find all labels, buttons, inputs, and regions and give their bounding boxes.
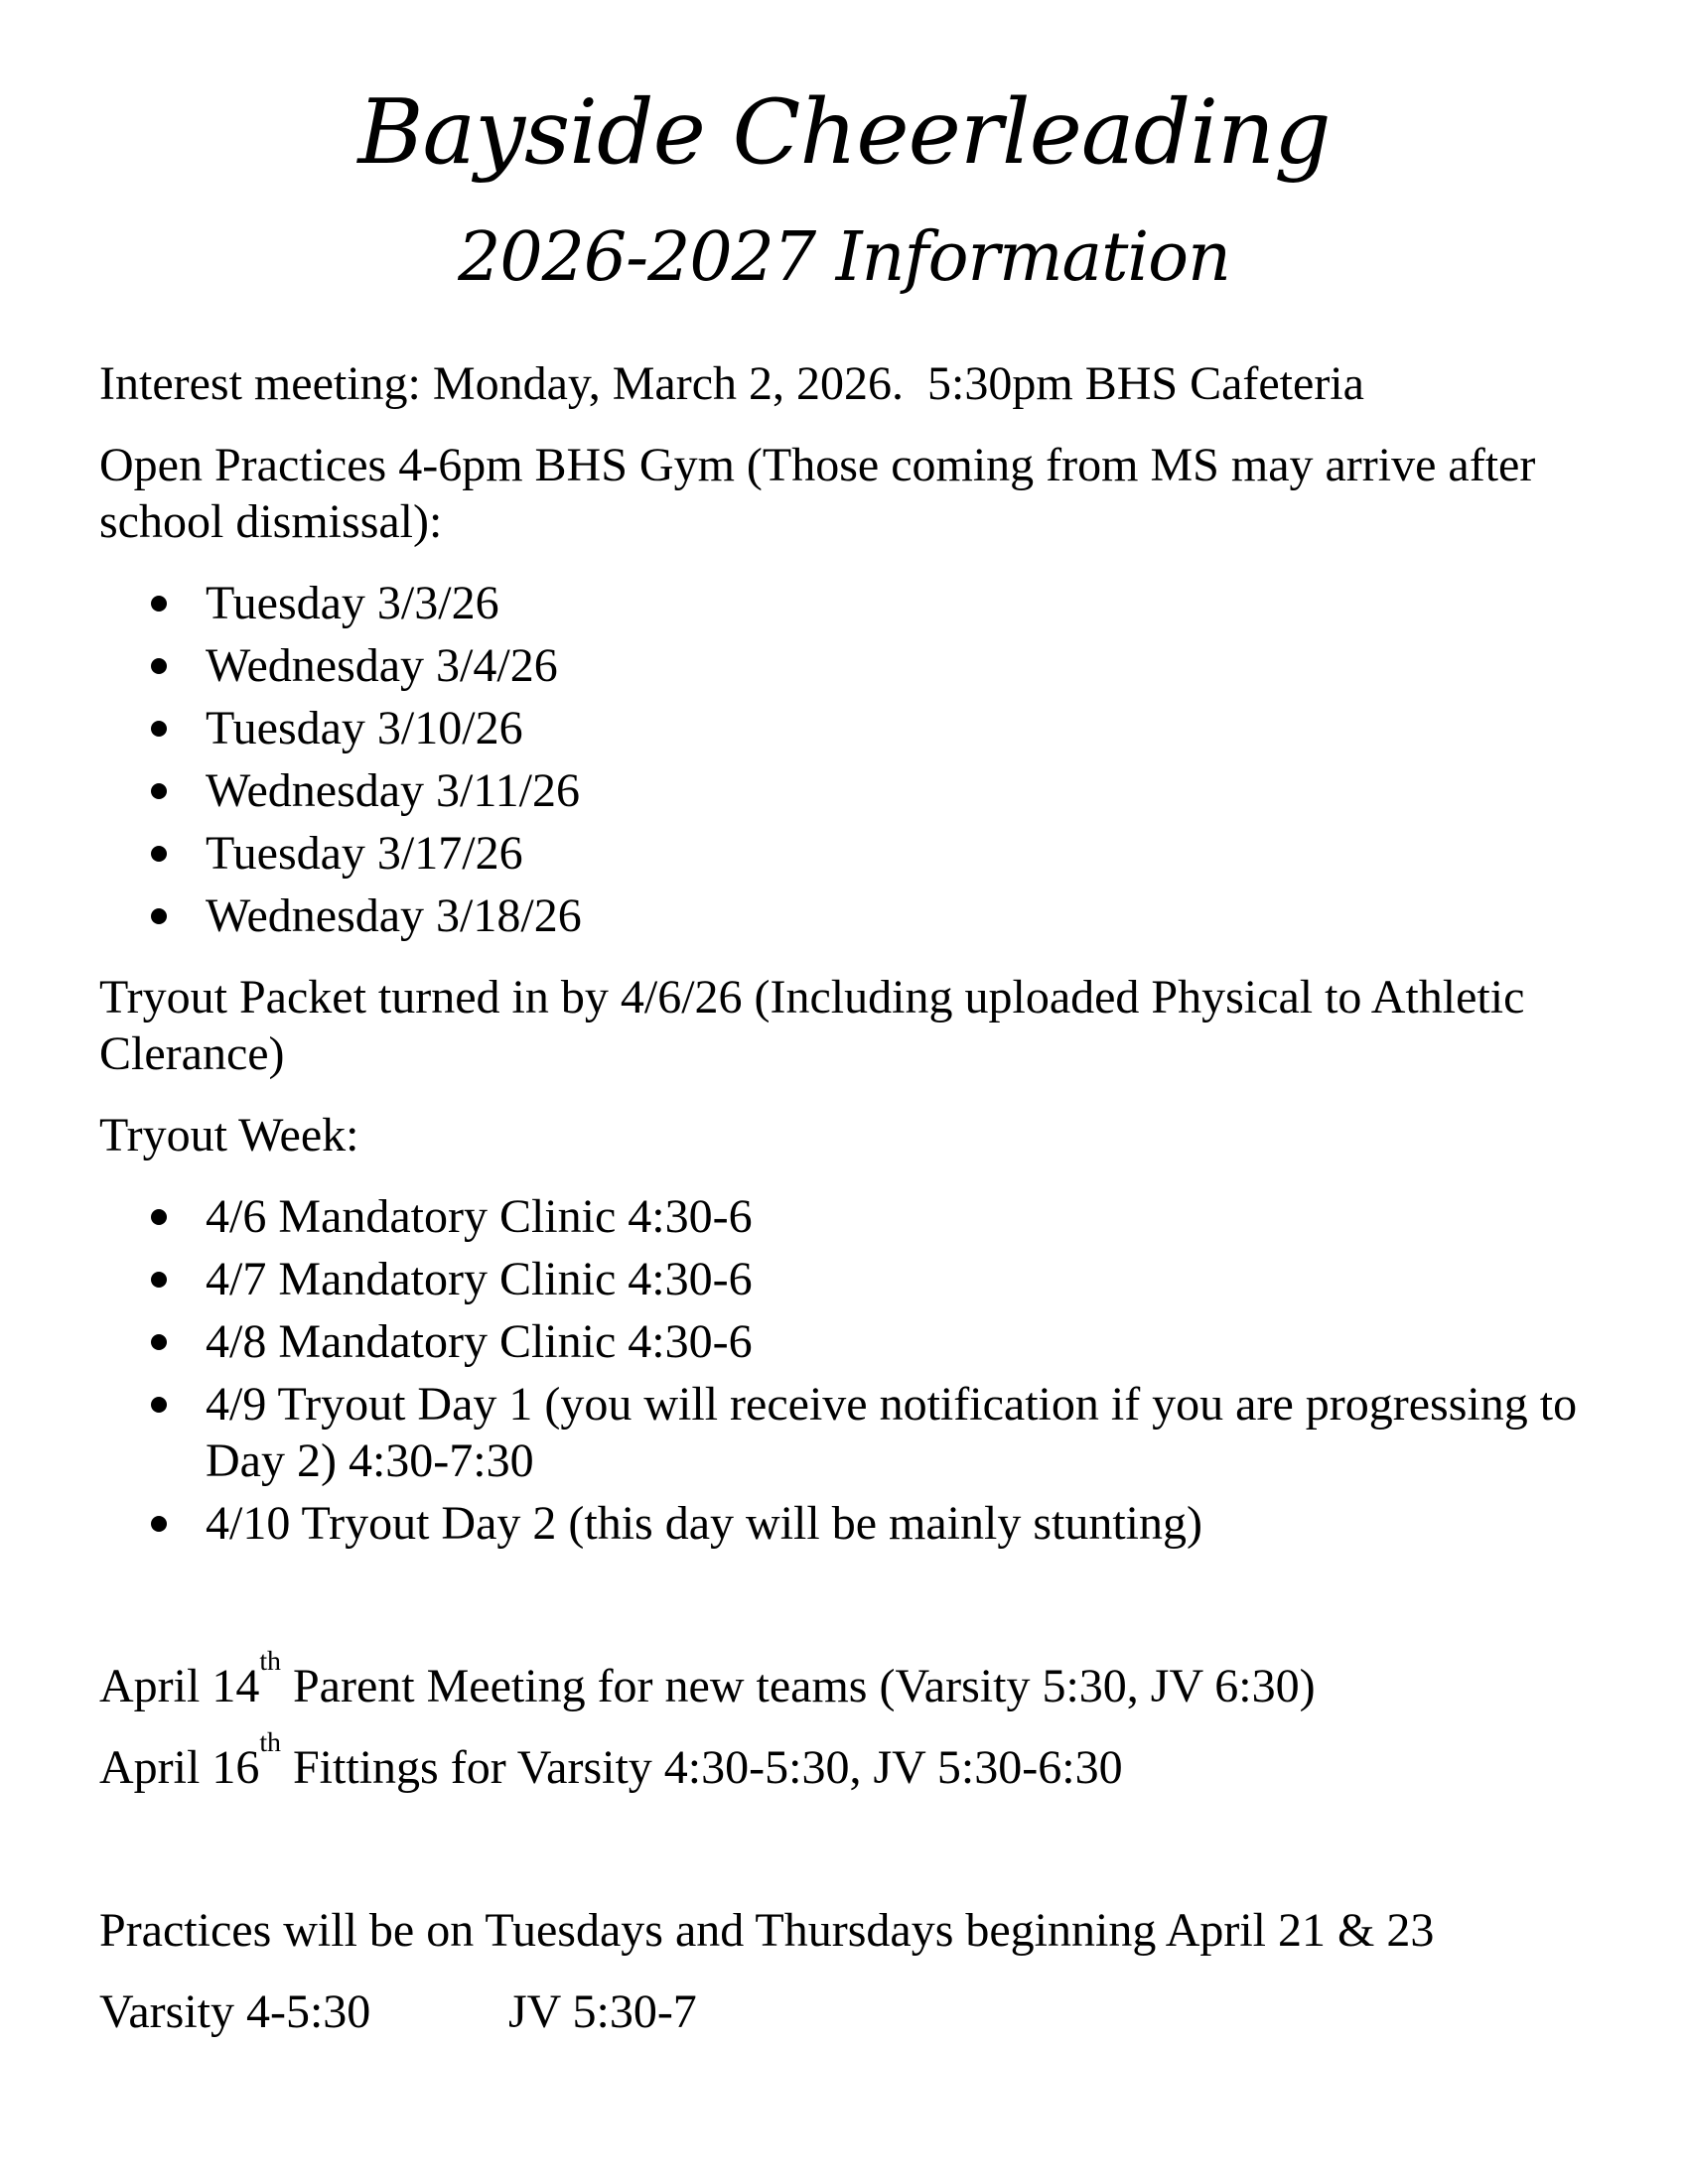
april-16-date: April 16 <box>99 1741 260 1795</box>
open-practice-date-text: Wednesday 3/4/26 <box>206 639 558 693</box>
bullet-icon <box>151 596 167 612</box>
april-14-details: Parent Meeting for new teams (Varsity 5:30, JV 6:30) <box>280 1660 1316 1713</box>
bullet-icon <box>151 908 167 924</box>
bullet-icon <box>151 1516 167 1532</box>
open-practice-date-text: Tuesday 3/17/26 <box>206 827 523 881</box>
document-title: Bayside Cheerleading <box>357 80 1331 185</box>
open-practices-paragraph: Open Practices 4-6pm BHS Gym (Those coming from MS may arrive after school dismissal): <box>99 439 1536 549</box>
april-16-ordinal: th <box>259 1726 281 1758</box>
tryout-week-item <box>99 1495 1589 1552</box>
tryout-week-item <box>99 1313 1589 1370</box>
open-practice-date-text: Wednesday 3/18/26 <box>206 889 582 943</box>
april-16-details: Fittings for Varsity 4:30-5:30, JV 5:30-6:30 <box>280 1741 1123 1795</box>
document-subtitle: 2026-2027 Information <box>458 217 1230 297</box>
open-practice-date-item <box>99 700 1589 756</box>
practices-schedule-paragraph: Practices will be on Tuesdays and Thursdays beginning April 21 & 23 <box>99 1904 1435 1958</box>
bullet-icon <box>151 1209 167 1225</box>
varsity-time: Varsity 4-5:30 <box>99 1985 371 2039</box>
tryout-week-item-text: 4/6 Mandatory Clinic 4:30-6 <box>206 1190 753 1244</box>
bullet-icon <box>151 783 167 799</box>
open-practice-date-item <box>99 637 1589 694</box>
april-14-date: April 14 <box>99 1660 260 1713</box>
bullet-icon <box>151 1334 167 1350</box>
tryout-packet-paragraph: Tryout Packet turned in by 4/6/26 (Including uploaded Physical to Athletic Clerance) <box>99 971 1525 1081</box>
tryout-week-item <box>99 1376 1589 1489</box>
open-practice-date-item <box>99 575 1589 631</box>
bullet-icon <box>151 846 167 862</box>
open-practice-date-item <box>99 825 1589 882</box>
tryout-week-item-text: 4/7 Mandatory Clinic 4:30-6 <box>206 1253 753 1306</box>
tryout-week-list <box>99 1188 1589 1552</box>
tryout-week-heading: Tryout Week: <box>99 1109 359 1162</box>
blank-line <box>99 1821 1589 1902</box>
april-16-paragraph <box>99 1726 1589 1796</box>
bullet-icon <box>151 658 167 674</box>
tryout-week-item <box>99 1251 1589 1307</box>
blank-line <box>99 1576 1589 1658</box>
tryout-week-item-text: 4/10 Tryout Day 2 (this day will be mainly stunting) <box>206 1497 1202 1551</box>
tryout-week-item-text: 4/9 Tryout Day 1 (you will receive notification if you are progressing to Day 2) 4:30-7:30 <box>206 1378 1578 1488</box>
open-practice-date-text: Tuesday 3/10/26 <box>206 702 523 755</box>
tryout-week-item-text: 4/8 Mandatory Clinic 4:30-6 <box>206 1315 753 1369</box>
open-practice-date-item <box>99 762 1589 819</box>
team-times-paragraph <box>99 1983 1589 2040</box>
interest-meeting-paragraph: Interest meeting: Monday, March 2, 2026. 5:30pm BHS Cafeteria <box>99 357 1364 411</box>
open-practice-date-text: Tuesday 3/3/26 <box>206 577 499 630</box>
bullet-icon <box>151 1397 167 1413</box>
tryout-week-item <box>99 1188 1589 1245</box>
bullet-icon <box>151 721 167 737</box>
april-14-ordinal: th <box>259 1645 281 1677</box>
open-practice-dates-list <box>99 575 1589 944</box>
jv-time: JV 5:30-7 <box>508 1985 697 2039</box>
april-14-paragraph <box>99 1645 1589 1714</box>
bullet-icon <box>151 1272 167 1288</box>
open-practice-date-text: Wednesday 3/11/26 <box>206 764 580 818</box>
open-practice-date-item <box>99 887 1589 944</box>
